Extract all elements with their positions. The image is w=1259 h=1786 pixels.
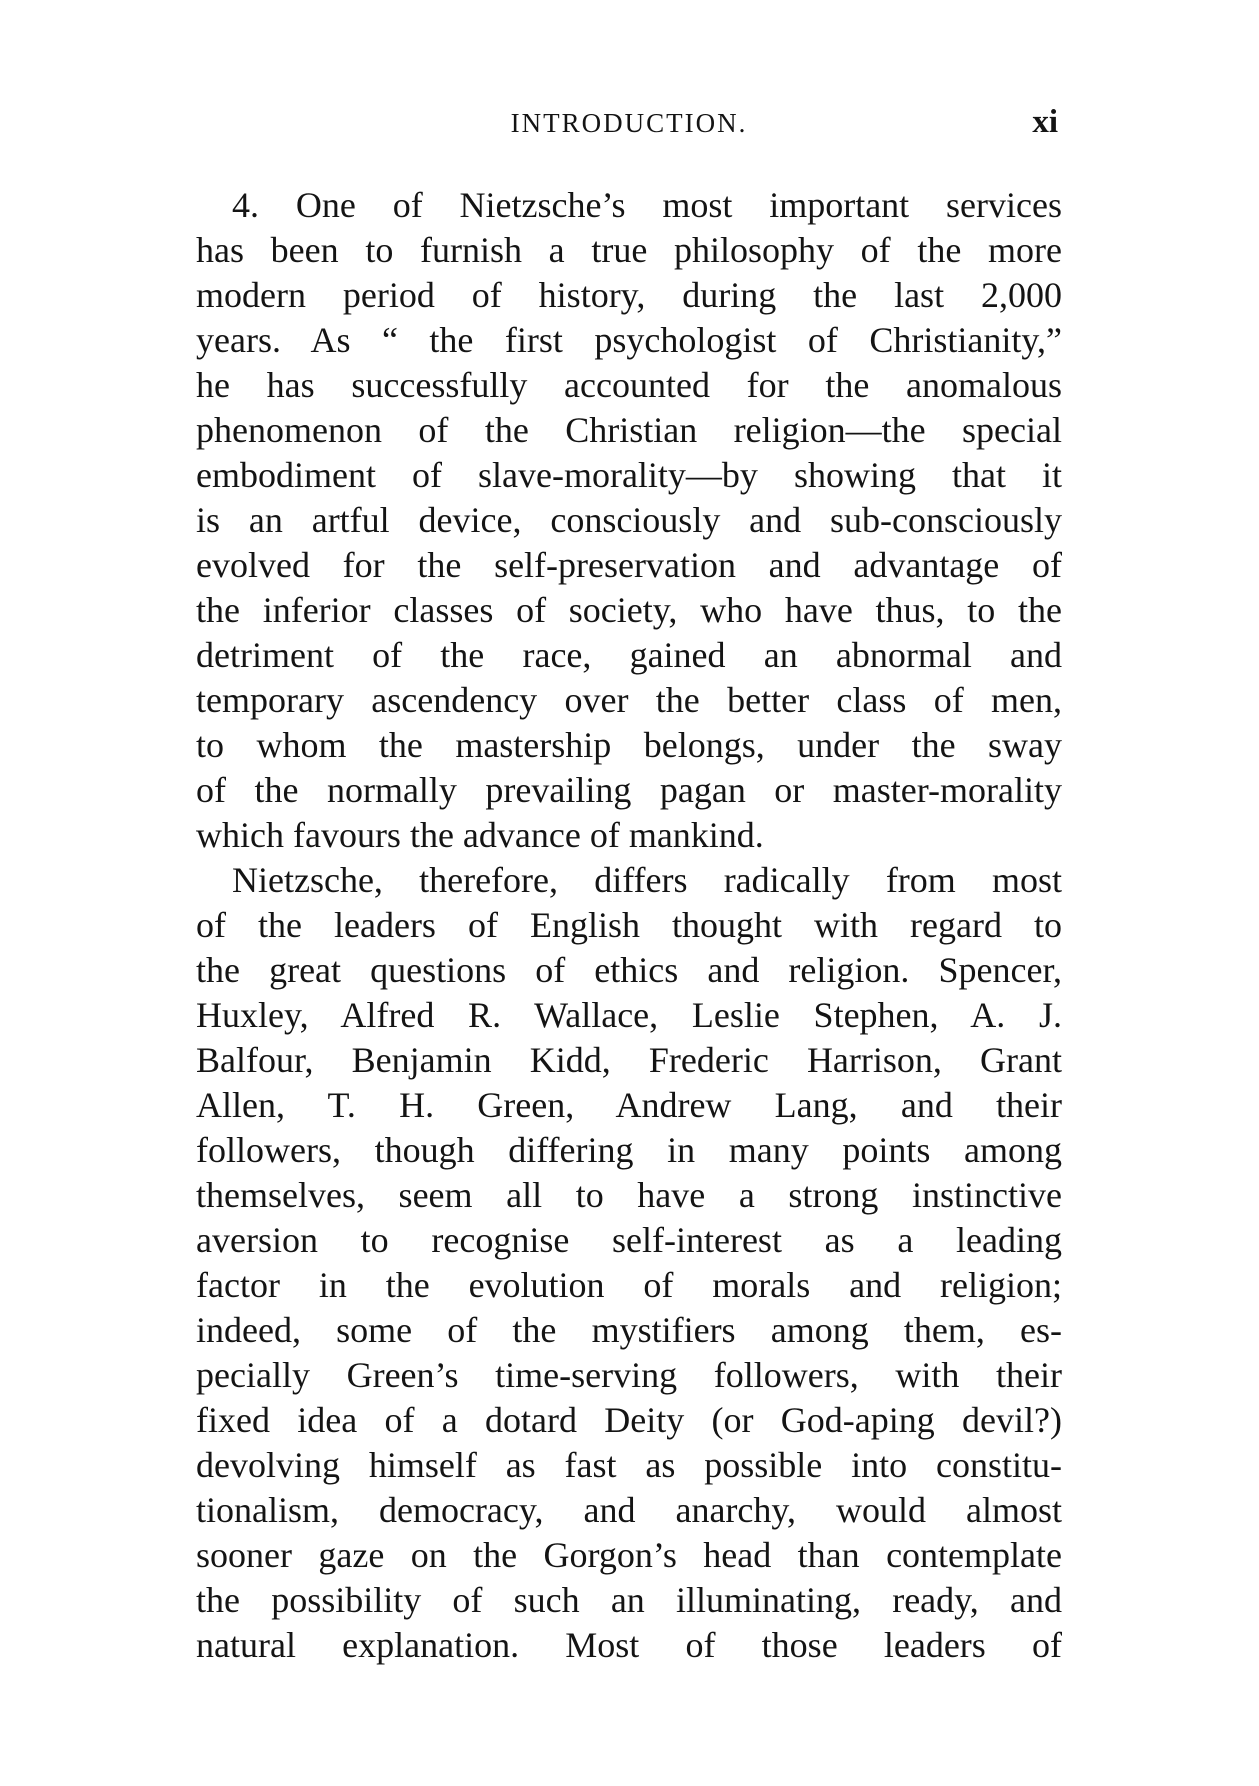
text-line: to whom the mastership belongs, under the sway — [196, 725, 1062, 765]
text-line: followers, though differing in many points among — [196, 1130, 1062, 1170]
text-line: tionalism, democracy, and anarchy, would almost — [196, 1490, 1062, 1530]
text-line: fixed idea of a dotard Deity (or God-aping devil?) — [196, 1400, 1062, 1440]
text-line: which favours the advance of mankind. — [196, 815, 764, 855]
text-line: years. As “ the first psychologist of Christianity,” — [196, 320, 1062, 360]
running-head — [196, 104, 1062, 148]
text-line: indeed, some of the mystifiers among them, es- — [196, 1310, 1062, 1350]
running-title: INTRODUCTION. — [510, 108, 748, 138]
text-line: of the normally prevailing pagan or master-morality — [196, 770, 1062, 810]
body-text — [196, 183, 1062, 1668]
text-line: themselves, seem all to have a strong instinctive — [196, 1175, 1062, 1215]
text-line: he has successfully accounted for the anomalous — [196, 365, 1062, 405]
text-line: embodiment of slave-morality—by showing that it — [196, 455, 1062, 495]
text-line: sooner gaze on the Gorgon’s head than contemplate — [196, 1535, 1062, 1575]
text-line: of the leaders of English thought with regard to — [196, 905, 1062, 945]
text-line: the inferior classes of society, who have thus, to the — [196, 590, 1062, 630]
text-line: the great questions of ethics and religion. Spencer, — [196, 950, 1062, 990]
text-line: is an artful device, consciously and sub-consciously — [196, 500, 1062, 540]
text-line: Allen, T. H. Green, Andrew Lang, and their — [196, 1085, 1062, 1125]
text-line: 4. One of Nietzsche’s most important services — [232, 185, 1062, 225]
text-line: evolved for the self-preservation and advantage of — [196, 545, 1062, 585]
text-line: Huxley, Alfred R. Wallace, Leslie Stephen, A. J. — [196, 995, 1062, 1035]
text-line: modern period of history, during the last 2,000 — [196, 275, 1062, 315]
page-number: xi — [1032, 104, 1058, 140]
text-line: has been to furnish a true philosophy of the more — [196, 230, 1062, 270]
text-line: natural explanation. Most of those leaders of — [196, 1625, 1062, 1665]
text-line: factor in the evolution of morals and religion; — [196, 1265, 1062, 1305]
text-line: phenomenon of the Christian religion—the special — [196, 410, 1062, 450]
text-line: Nietzsche, therefore, differs radically from most — [232, 860, 1062, 900]
text-line: Balfour, Benjamin Kidd, Frederic Harrison, Grant — [196, 1040, 1062, 1080]
text-line: the possibility of such an illuminating, ready, and — [196, 1580, 1062, 1620]
text-line: temporary ascendency over the better class of men, — [196, 680, 1062, 720]
text-line: devolving himself as fast as possible into constitu- — [196, 1445, 1062, 1485]
text-line: pecially Green’s time-serving followers, with their — [196, 1355, 1062, 1395]
text-line: aversion to recognise self-interest as a leading — [196, 1220, 1062, 1260]
text-line: detriment of the race, gained an abnormal and — [196, 635, 1062, 675]
